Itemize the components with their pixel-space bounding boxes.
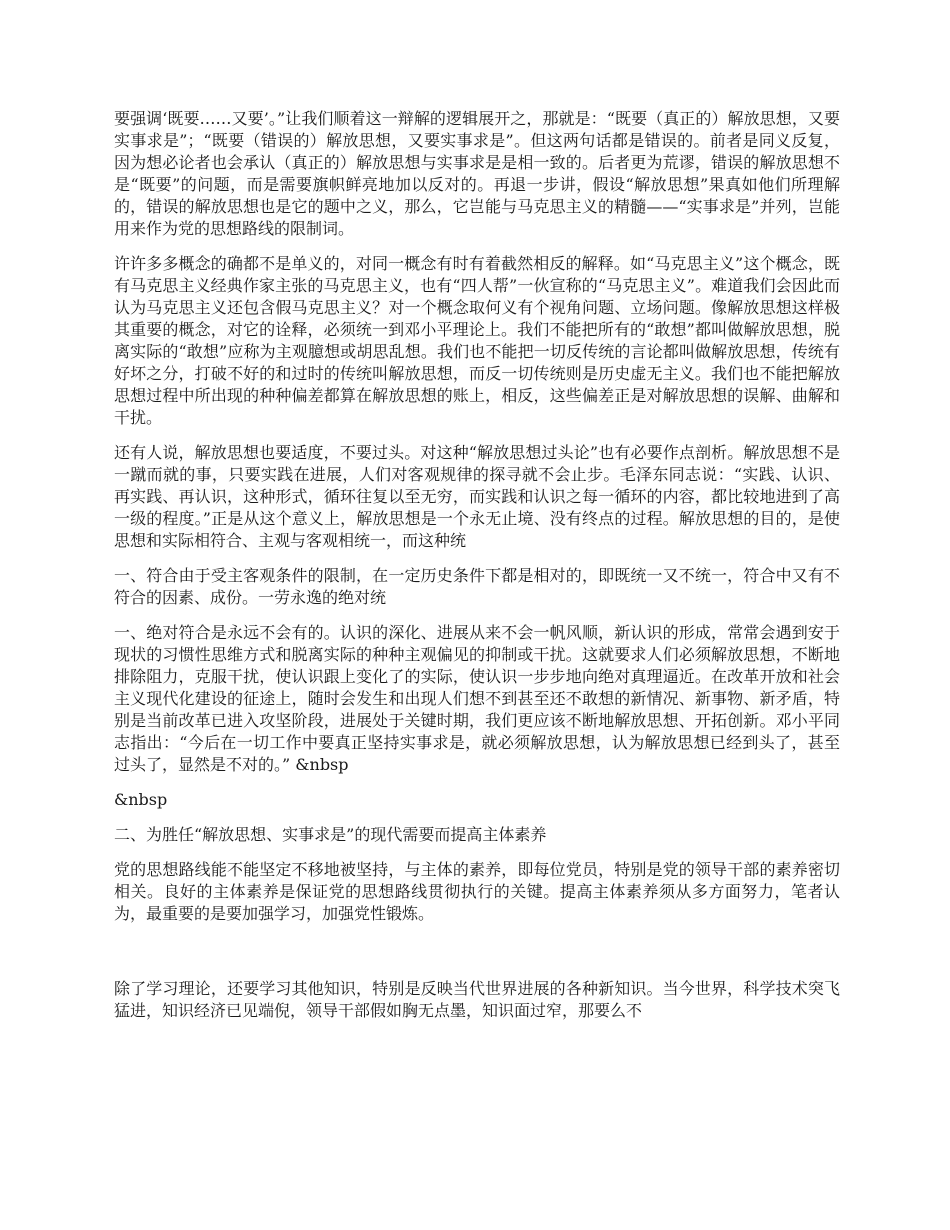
paragraph-9: 除了学习理论，还要学习其他知识，特别是反映当代世界进展的各种新知识。当今世界，科学技术突飞猛进，知识经济已见端倪，领导干部假如胸无点墨，知识面过窄，那要么不 <box>114 979 840 1020</box>
section-heading: 二、为胜任“解放思想、实事求是”的现代需要而提高主体素养 <box>114 825 547 844</box>
paragraph-5: 一、绝对符合是永远不会有的。认识的深化、进展从来不会一帆风顺，新认识的形成，常常会遇到安于现状的习惯性思维方式和脱离实际的种种主观偏见的抑制或干扰。这就要求人们必须解放思想，不断地排除阻力，克服干扰，使认识跟上变化了的实际，使认识一步步地向绝对真理逼近。在改革开放和社会主义现代化建设的征途上，随时会发生和出现人们想不到甚至还不敢想的新情况、新事物、新矛盾，特别是当前改革已进入攻坚阶段，进展处于关键时期，我们更应该不断地解放思想、开拓创新。邓小平同志指出：“今后在一切工作中要真正坚持实事求是，就必须解放思想，认为解放思想已经到头了，甚至过头了，显然是不对的。” &nbsp <box>114 623 840 774</box>
paragraph-6: &nbsp <box>114 790 168 809</box>
paragraph-1: 要强调‘既要……又要’。”让我们顺着这一辩解的逻辑展开之，那就是：“既要（真正的）解放思想，又要实事求是”；“既要（错误的）解放思想，又要实事求是”。但这两句话都是错误的。前者是同义反复，因为想必论者也会承认（真正的）解放思想与实事求是是相一致的。后者更为荒谬，错误的解放思想不是“既要”的问题，而是需要旗帜鲜亮地加以反对的。再退一步讲，假设“解放思想”果真如他们所理解的，错误的解放思想也是它的题中之义，那么，它岂能与马克思主义的精髓——“实事求是”并列，岂能用来作为党的思想路线的限制词。 <box>114 109 840 238</box>
document-page <box>114 108 840 1035</box>
paragraph-8: 党的思想路线能不能坚定不移地被坚持，与主体的素养，即每位党员，特别是党的领导干部的素养密切相关。良好的主体素养是保证党的思想路线贯彻执行的关键。提高主体素养须从多方面努力，笔者认为，最重要的是要加强学习，加强党性锻炼。 <box>114 860 840 923</box>
paragraph-4: 一、符合由于受主客观条件的限制，在一定历史条件下都是相对的，即既统一又不统一，符合中又有不符合的因素、成份。一劳永逸的绝对统 <box>114 566 840 607</box>
blank-gap <box>114 938 840 978</box>
paragraph-2: 许许多多概念的确都不是单义的，对同一概念有时有着截然相反的解释。如“马克思主义”这个概念，既有马克思主义经典作家主张的马克思主义，也有“四人帮”一伙宣称的“马克思主义”。难道我们会因此而认为马克思主义还包含假马克思主义？对一个概念取何义有个视角问题、立场问题。像解放思想这样极其重要的概念，对它的诠释，必须统一到邓小平理论上。我们不能把所有的“敢想”都叫做解放思想，脱离实际的“敢想”应称为主观臆想或胡思乱想。我们也不能把一切反传统的言论都叫做解放思想，传统有好坏之分，打破不好的和过时的传统叫解放思想，而反一切传统则是历史虚无主义。我们也不能把解放思想过程中所出现的种种偏差都算在解放思想的账上，相反，这些偏差正是对解放思想的误解、曲解和干扰。 <box>114 254 840 427</box>
paragraph-3: 还有人说，解放思想也要适度，不要过头。对这种“解放思想过头论”也有必要作点剖析。解放思想不是一蹴而就的事，只要实践在进展，人们对客观规律的探寻就不会止步。毛泽东同志说：“实践、认识、再实践、再认识，这种形式，循环往复以至无穷，而实践和认识之每一循环的内容，都比较地进到了高一级的程度。”正是从这个意义上，解放思想是一个永无止境、没有终点的过程。解放思想的目的，是使思想和实际相符合、主观与客观相统一，而这种统 <box>114 443 840 550</box>
